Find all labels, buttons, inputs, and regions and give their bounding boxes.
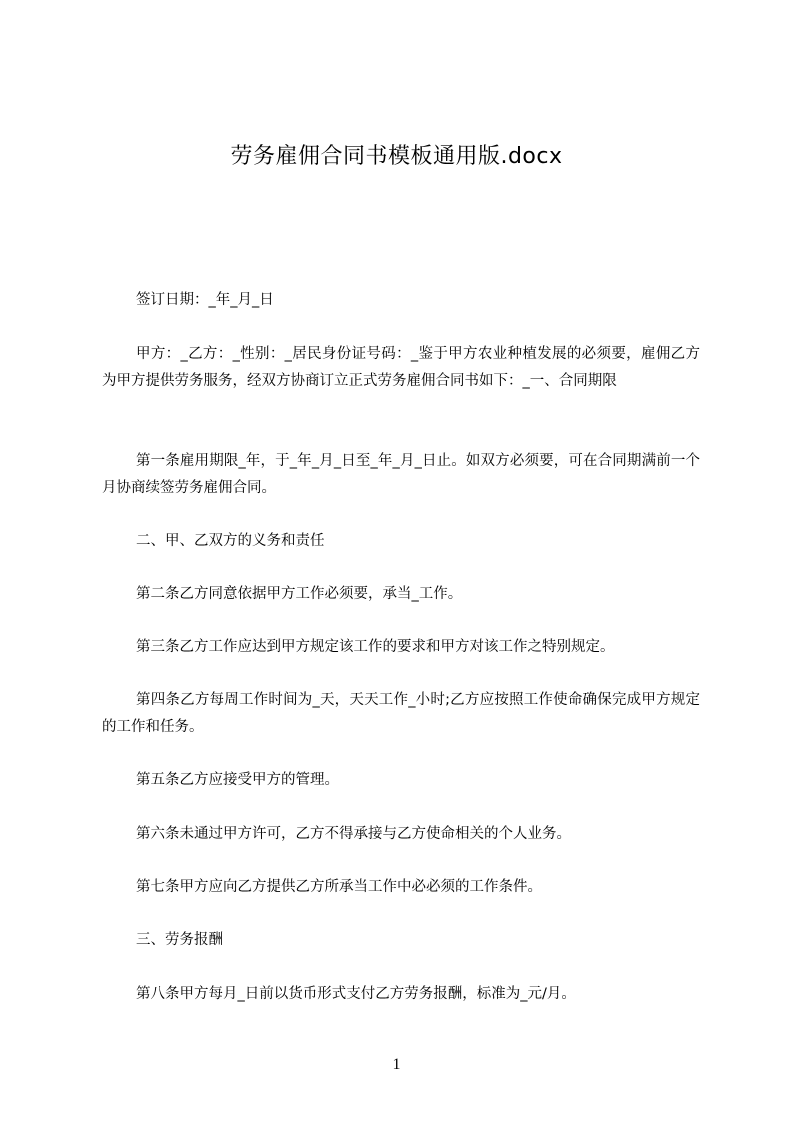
page-number: 1 — [392, 1056, 401, 1073]
paragraph-article-1: 第一条雇用期限_年，于_年_月_日至_年_月_日止。如双方必须要，可在合同期满前一个月协商续签劳务雇佣合同。 — [102, 453, 700, 496]
paragraph-article-7: 第七条甲方应向乙方提供乙方所承当工作中必必须的工作条件。 — [136, 879, 542, 895]
paragraph-article-4: 第四条乙方每周工作时间为_天，天天工作_小时;乙方应按照工作使命确保完成甲方规定的工作和任务。 — [102, 692, 700, 735]
section-heading-remuneration: 三、劳务报酬 — [136, 932, 223, 948]
document-title: 劳务雇佣合同书模板通用版.docx — [230, 144, 563, 169]
section-heading-obligations: 二、甲、乙双方的义务和责任 — [136, 533, 325, 549]
paragraph-article-5: 第五条乙方应接受甲方的管理。 — [136, 772, 339, 788]
paragraph-parties: 甲方：_乙方：_性别：_居民身份证号码：_鉴于甲方农业种植发展的必须要，雇佣乙方为甲方提供劳务服务，经双方协商订立正式劳务雇佣合同书如下：_一、合同期限 — [102, 346, 700, 389]
paragraph-article-3: 第三条乙方工作应达到甲方规定该工作的要求和甲方对该工作之特别规定。 — [136, 639, 615, 655]
paragraph-signing-date: 签订日期：_年_月_日 — [136, 292, 274, 308]
paragraph-article-8: 第八条甲方每月_日前以货币形式支付乙方劳务报酬，标准为_元/月。 — [136, 986, 576, 1002]
paragraph-article-6: 第六条未通过甲方许可，乙方不得承接与乙方使命相关的个人业务。 — [136, 826, 571, 842]
paragraph-article-2: 第二条乙方同意依据甲方工作必须要，承当_工作。 — [136, 586, 463, 602]
